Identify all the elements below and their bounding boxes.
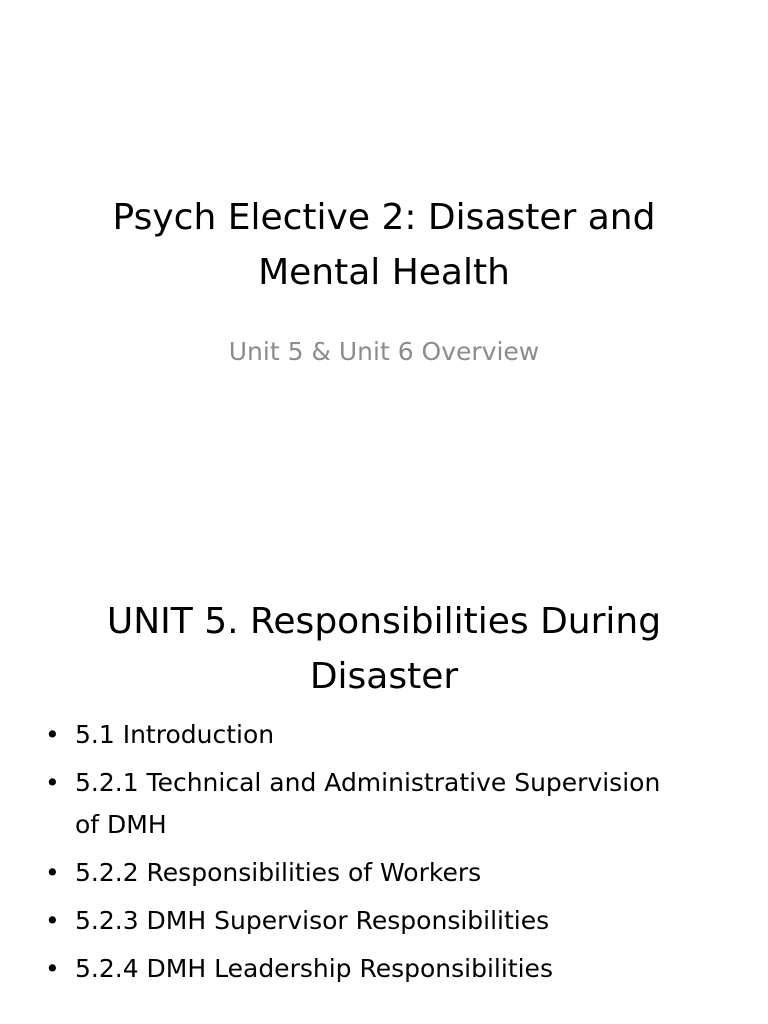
list-item-text-continued: of DMH xyxy=(75,810,167,839)
slide-title xyxy=(60,190,708,300)
list-item-text: 5.2.3 DMH Supervisor Responsibilities xyxy=(75,906,550,935)
list-item xyxy=(40,714,730,756)
list-item-text: 5.2.2 Responsibilities of Workers xyxy=(75,858,482,887)
bullet-list xyxy=(40,714,730,996)
list-item xyxy=(40,852,730,894)
list-item xyxy=(40,762,730,846)
unit-title-line-2: Disaster xyxy=(309,656,459,697)
unit-title xyxy=(40,594,728,704)
bullet-icon: • xyxy=(45,720,60,749)
bullet-icon: • xyxy=(45,954,60,983)
list-item-text: 5.2.1 Technical and Administrative Supervision xyxy=(75,768,661,797)
unit-title-line-1: UNIT 5. Responsibilities During xyxy=(106,601,662,642)
slide-subtitle: Unit 5 & Unit 6 Overview xyxy=(228,337,540,366)
list-item-text: 5.1 Introduction xyxy=(75,720,275,749)
list-item xyxy=(40,948,730,990)
bullet-icon: • xyxy=(45,906,60,935)
content-slide xyxy=(0,576,768,1024)
slide-title-line-1: Psych Elective 2: Disaster and xyxy=(112,197,656,238)
slide-title-line-2: Mental Health xyxy=(258,252,510,293)
list-item-text: 5.2.4 DMH Leadership Responsibilities xyxy=(75,954,553,983)
bullet-icon: • xyxy=(45,768,60,797)
bullet-icon: • xyxy=(45,858,60,887)
list-item xyxy=(40,900,730,942)
